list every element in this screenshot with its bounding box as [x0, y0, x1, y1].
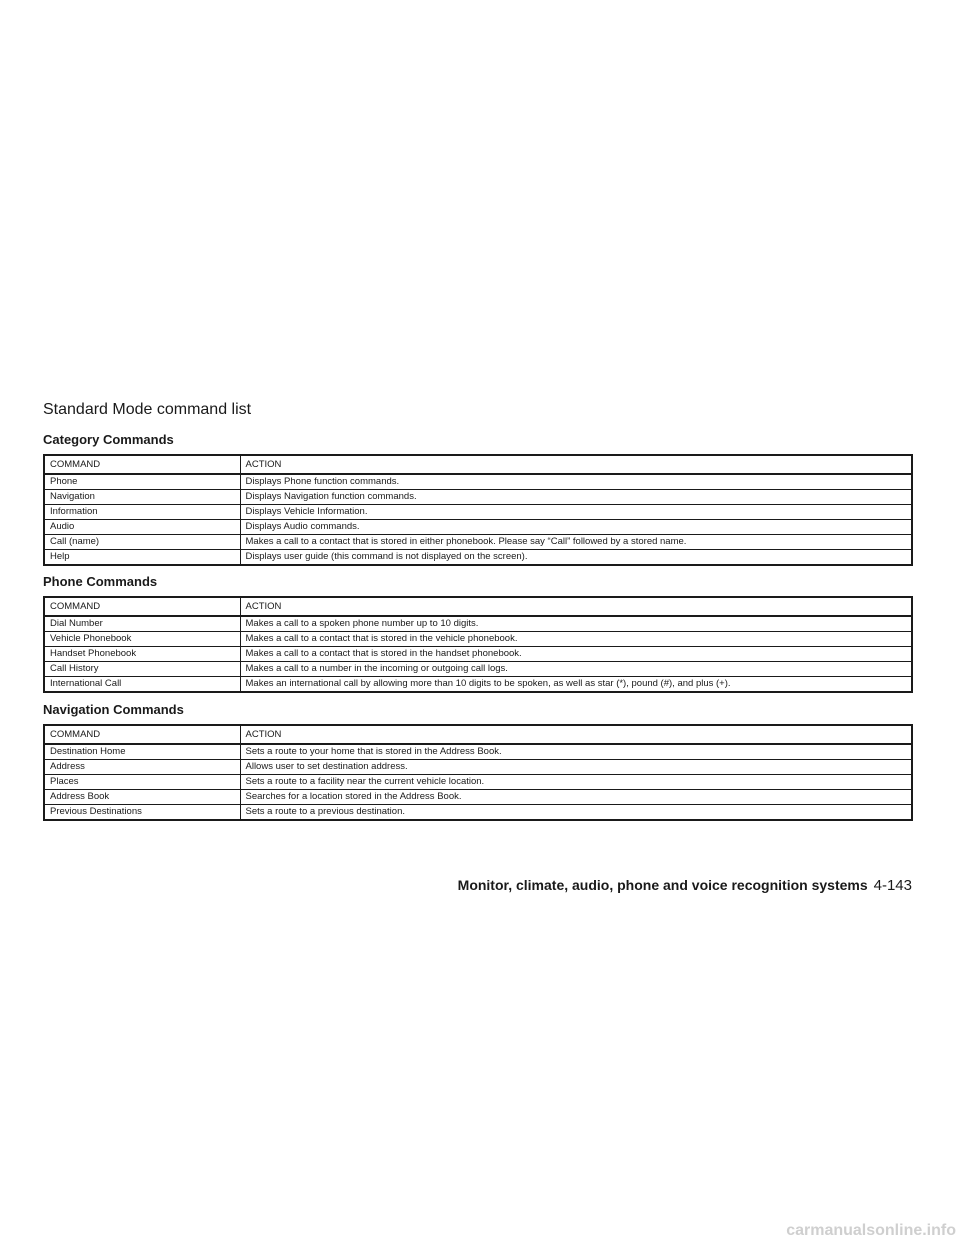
- navigation-commands-table: [43, 724, 913, 821]
- table-row: [44, 632, 912, 647]
- table-row: [44, 790, 912, 805]
- action-cell: Makes a call to a number in the incoming or outgoing call logs.: [240, 662, 912, 677]
- command-cell: Audio: [44, 520, 240, 535]
- table-row: [44, 520, 912, 535]
- command-cell: Help: [44, 550, 240, 566]
- section-phone-commands: [43, 574, 913, 693]
- chapter-title: Monitor, climate, audio, phone and voice recognition systems: [457, 877, 868, 893]
- command-cell: Address: [44, 760, 240, 775]
- table-row: [44, 505, 912, 520]
- action-cell: Makes a call to a contact that is stored in the handset phonebook.: [240, 647, 912, 662]
- section-title: Category Commands: [43, 432, 174, 447]
- action-cell: Makes an international call by allowing more than 10 digits to be spoken, as well as star (*), pound (#), and plus (+).: [240, 677, 912, 693]
- column-header-command: COMMAND: [44, 725, 240, 744]
- action-cell: Sets a route to your home that is stored in the Address Book.: [240, 744, 912, 760]
- table-row: [44, 474, 912, 490]
- action-cell: Searches for a location stored in the Address Book.: [240, 790, 912, 805]
- command-cell: Handset Phonebook: [44, 647, 240, 662]
- command-cell: Address Book: [44, 790, 240, 805]
- action-cell: Sets a route to a facility near the current vehicle location.: [240, 775, 912, 790]
- watermark: carmanualsonline.info: [786, 1222, 956, 1239]
- table-row: [44, 662, 912, 677]
- command-cell: Navigation: [44, 490, 240, 505]
- table-row: [44, 616, 912, 632]
- action-cell: Displays user guide (this command is not displayed on the screen).: [240, 550, 912, 566]
- action-cell: Allows user to set destination address.: [240, 760, 912, 775]
- command-cell: International Call: [44, 677, 240, 693]
- command-cell: Call History: [44, 662, 240, 677]
- section-navigation-commands: [43, 702, 913, 821]
- command-cell: Call (name): [44, 535, 240, 550]
- table-row: [44, 490, 912, 505]
- category-commands-table: [43, 454, 913, 566]
- action-cell: Makes a call to a contact that is stored in the vehicle phonebook.: [240, 632, 912, 647]
- table-header-row: [44, 725, 912, 744]
- action-cell: Displays Phone function commands.: [240, 474, 912, 490]
- action-cell: Makes a call to a spoken phone number up to 10 digits.: [240, 616, 912, 632]
- action-cell: Displays Audio commands.: [240, 520, 912, 535]
- page-footer: [458, 877, 912, 894]
- command-cell: Vehicle Phonebook: [44, 632, 240, 647]
- table-row: [44, 744, 912, 760]
- command-cell: Dial Number: [44, 616, 240, 632]
- column-header-action: ACTION: [240, 725, 912, 744]
- table-row: [44, 775, 912, 790]
- column-header-command: COMMAND: [44, 597, 240, 616]
- page-number: 4-143: [873, 877, 912, 894]
- column-header-command: COMMAND: [44, 455, 240, 474]
- column-header-action: ACTION: [240, 597, 912, 616]
- table-row: [44, 805, 912, 821]
- table-row: [44, 760, 912, 775]
- command-cell: Places: [44, 775, 240, 790]
- action-cell: Sets a route to a previous destination.: [240, 805, 912, 821]
- command-cell: Previous Destinations: [44, 805, 240, 821]
- command-cell: Destination Home: [44, 744, 240, 760]
- table-row: [44, 550, 912, 566]
- section-category-commands: [43, 432, 913, 566]
- command-cell: Information: [44, 505, 240, 520]
- action-cell: Makes a call to a contact that is stored in either phonebook. Please say “Call” followed by a stored name.: [240, 535, 912, 550]
- section-title: Phone Commands: [43, 574, 158, 589]
- table-row: [44, 647, 912, 662]
- table-row: [44, 535, 912, 550]
- phone-commands-table: [43, 596, 913, 693]
- table-header-row: [44, 597, 912, 616]
- table-header-row: [44, 455, 912, 474]
- table-row: [44, 677, 912, 693]
- action-cell: Displays Navigation function commands.: [240, 490, 912, 505]
- section-title: Navigation Commands: [43, 702, 184, 717]
- action-cell: Displays Vehicle Information.: [240, 505, 912, 520]
- column-header-action: ACTION: [240, 455, 912, 474]
- page-heading: Standard Mode command list: [43, 401, 252, 418]
- command-cell: Phone: [44, 474, 240, 490]
